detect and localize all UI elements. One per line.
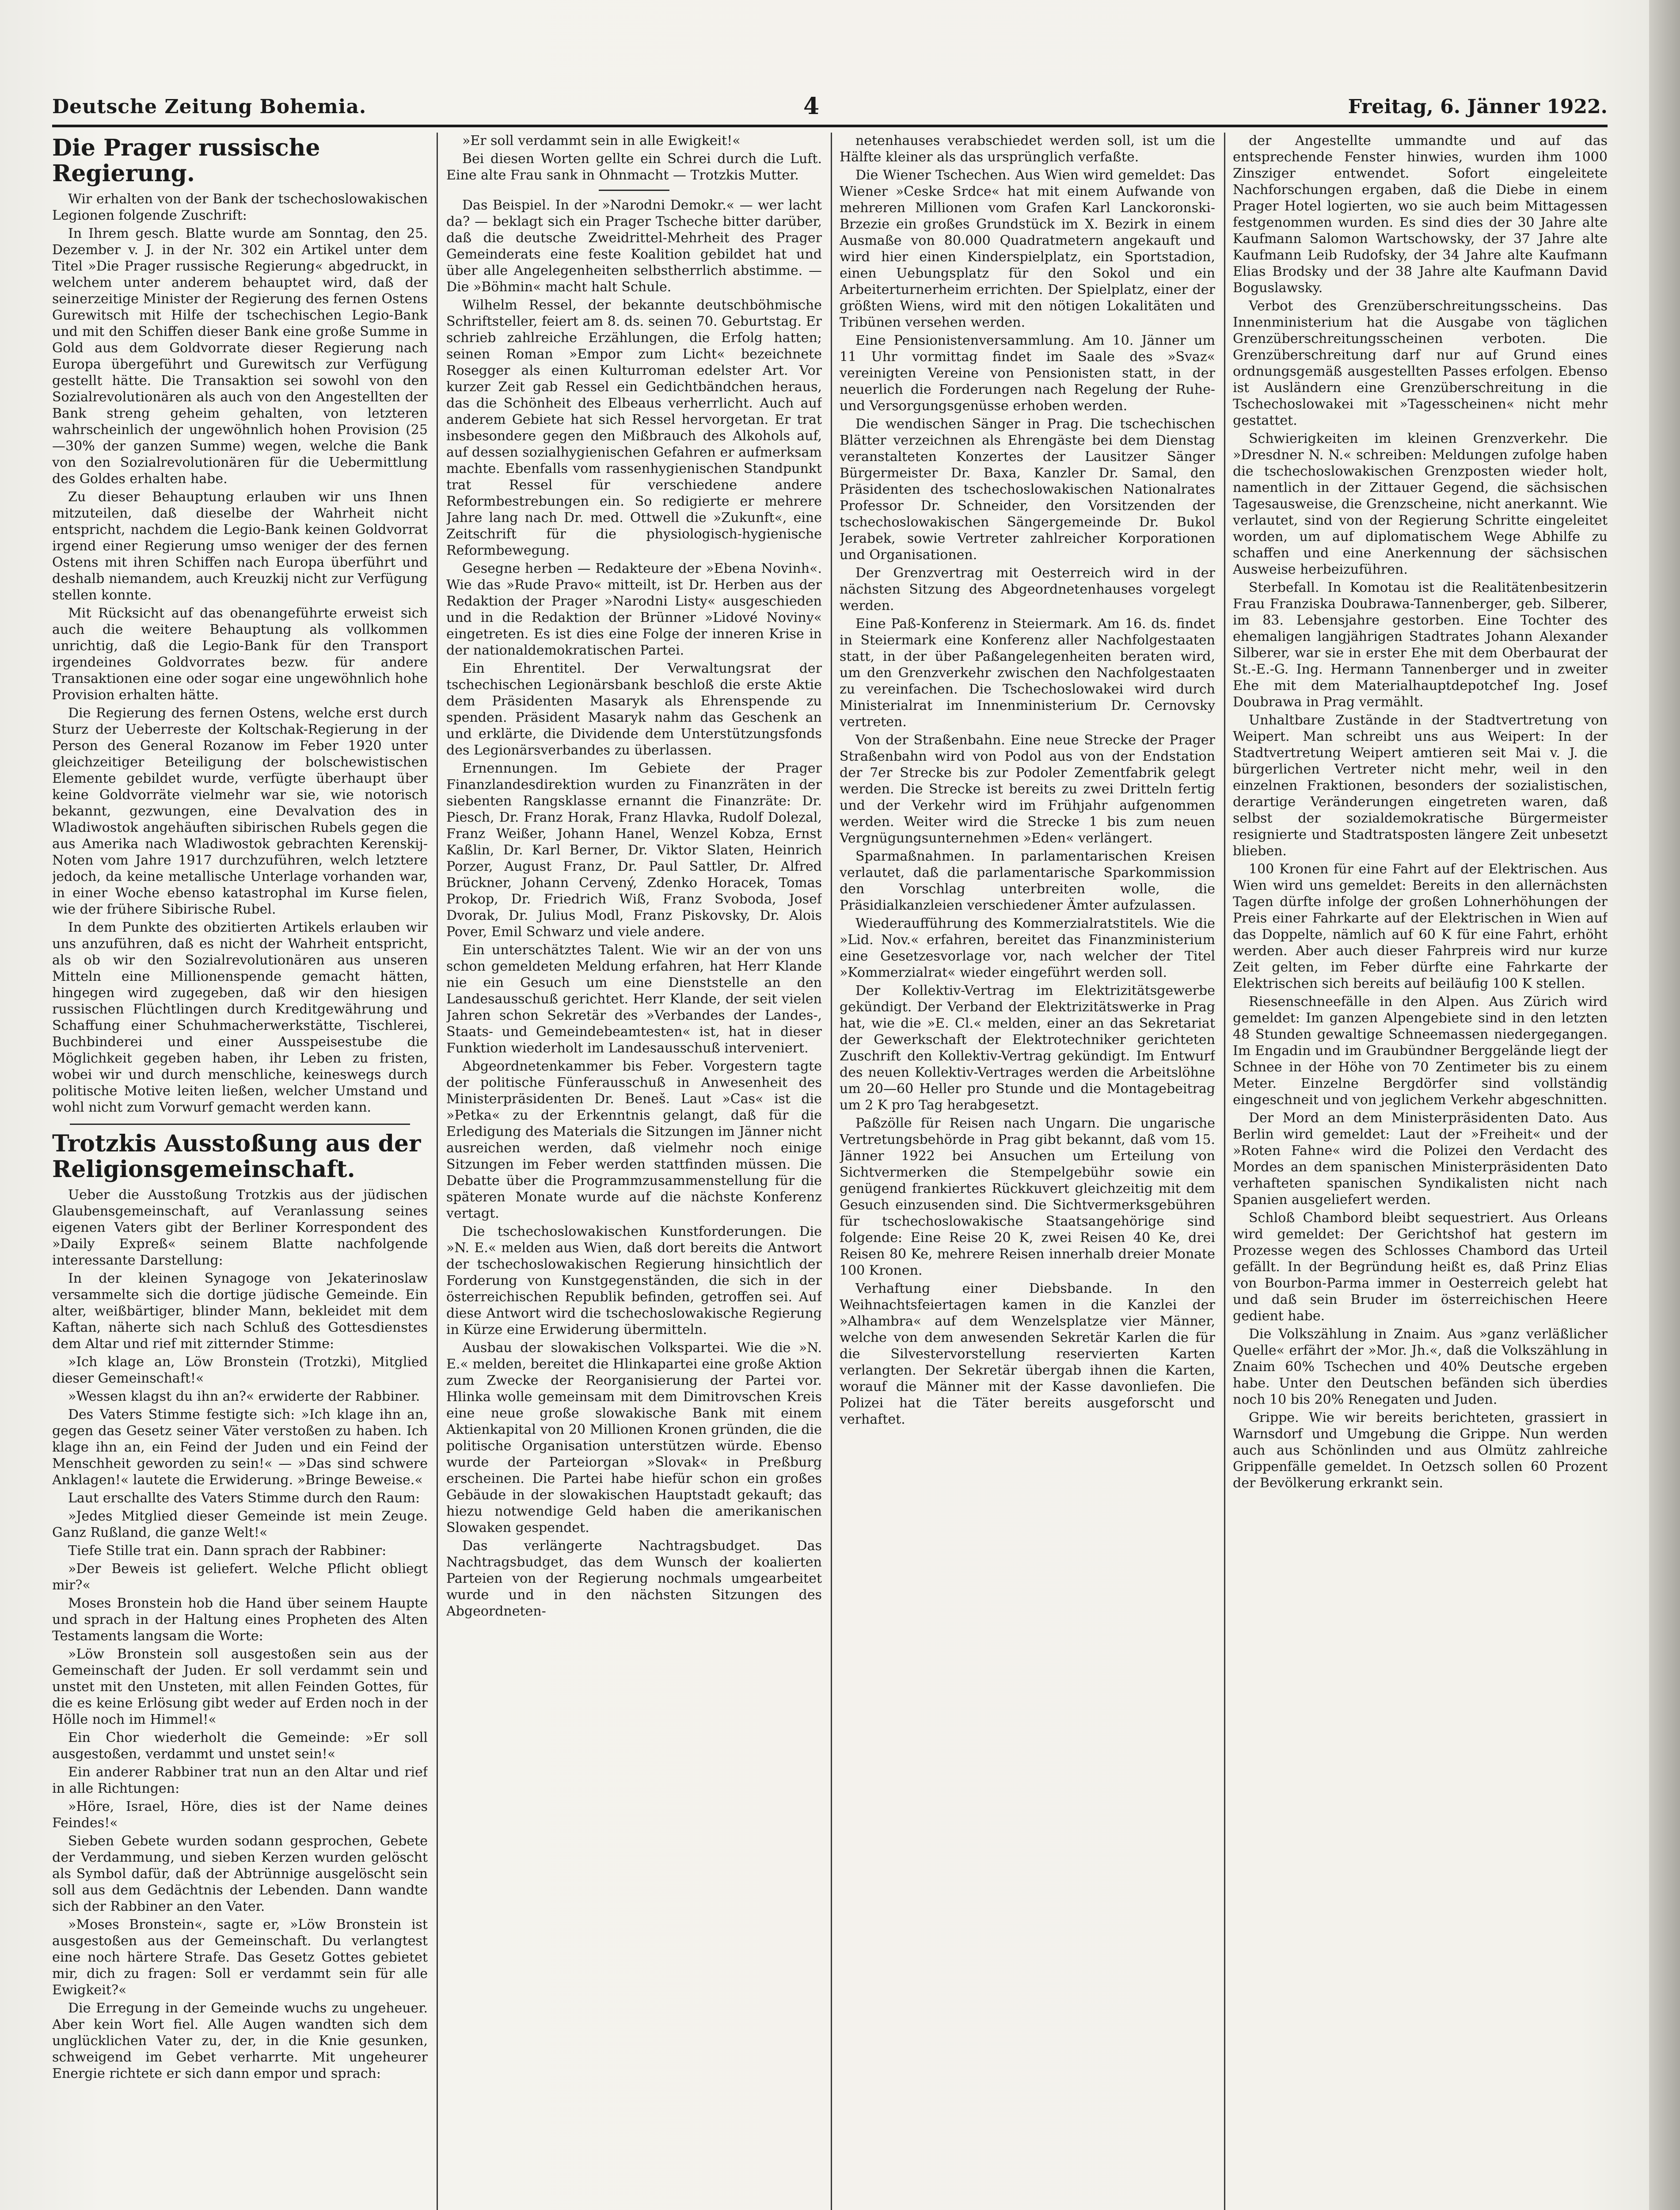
paragraph: Eine Paß-Konferenz in Steiermark. Am 16. ds. findet in Steiermark eine Konferenz aller Nachfolgestaaten statt, in der über Paßangelegenheiten beraten wird, um den Grenzverkehr zwischen den Nachfolgestaaten zu vereinfachen. Die Tschechoslowakei wird durch Ministerialrat im Innenministerium Dr. Cernovsky vertreten. (840, 616, 1215, 730)
paragraph: »Er soll verdammt sein in alle Ewigkeit!« (462, 133, 741, 149)
article-separator (70, 1124, 410, 1125)
paragraph: Wilhelm Ressel, der bekannte deutschböhmische Schriftsteller, feiert am 8. ds. seinen 70. Geburtstag. Er schrieb zahlreiche Erzählungen, die Erfolg hatten; seinen Roman »Empor zum Licht« bezeichnete Rosegger als einen Kulturroman edelster Art. Vor kurzer Zeit gab Ressel ein Gedichtbändchen heraus, das die Schönheit des Elbeaus verherrlicht. Auch auf anderem Gebiete hat sich Ressel hervorgetan. Er trat insbesondere gegen den Mißbrauch des Alkohols auf, auf dessen sozialhygienischen Gefahren er aufmerksam machte. Ebenfalls vom rassenhygienischen Standpunkt trat Ressel für verschiedene andere Reformbestrebungen ein. So redigierte er mehrere Jahre lang nach Dr. med. Ottwell die »Zukunft«, eine Zeitschrift für die physiologisch-hygienische Reformbewegung. (446, 297, 822, 558)
paragraph: Ueber die Ausstoßung Trotzkis aus der jüdischen Glaubensgemeinschaft, auf Veranlassung seines eigenen Vaters gibt der Berliner Korrespondent des »Daily Expreß« seinem Blatte nachfolgende interessante Darstellung: (52, 1187, 428, 1268)
paragraph: »Höre, Israel, Höre, dies ist der Name deines Feindes!« (52, 1799, 428, 1831)
paragraph: Die Erregung in der Gemeinde wuchs zu ungeheuer. Aber kein Wort fiel. Alle Augen wandten sich dem unglücklichen Vater zu, der, in die Knie gesunken, schweigend im Gebet verharrte. Mit ungeheurer Energie richtete er sich dann empor und sprach: (52, 2000, 428, 2081)
paragraph: Verbot des Grenzüberschreitungsscheins. Das Innenministerium hat die Ausgabe von täglichen Grenzüberschreitungsscheinen verboten. Die Grenzüberschreitung darf nur auf Grund eines ordnungsgemäß ausgestellten Passes erfolgen. Ebenso ist Ausländern eine Grenzüberschreitung in die Tschechoslowakei mit »Tagesscheinen« nicht mehr gestattet. (1233, 298, 1608, 428)
paragraph: Sterbefall. In Komotau ist die Realitätenbesitzerin Frau Franziska Doubrawa-Tannenberger, geb. Silberer, im 83. Lebensjahre gestorben. Eine Tochter des ehemaligen langjährigen Stadtrates Johann Alexander Silberer, war sie in erster Ehe mit dem Oberbaurat der St.-E.-G. Ing. Hermann Tannenberger und in zweiter Ehe mit dem Materialhauptdepotchef Ing. Josef Doubrawa in Prag vermählt. (1233, 580, 1608, 710)
paragraph: Zu dieser Behauptung erlauben wir uns Ihnen mitzuteilen, daß dieselbe der Wahrheit nicht entspricht, nachdem die Legio-Bank keinen Goldvorrat irgend einer Regierung umso weniger der des fernen Ostens mit ihren Schiffen nach Europa überführt und deshalb niemandem, auch Kreuzkij nicht zur Verfügung stellen konnte. (52, 489, 428, 603)
paper-name: Deutsche Zeitung Bohemia. (52, 95, 367, 118)
paragraph: Riesenschneefälle in den Alpen. Aus Zürich wird gemeldet: Im ganzen Alpengebiete sind in den letzten 48 Stunden gewaltige Schneemassen niedergegangen. Im Engadin und im Graubündner Berggelände liegt der Schnee in der Höhe von 70 Zentimeter bis zu einem Meter. Einzelne Bergdörfer sind vollständig eingeschneit und von jeglichem Verkehr abgeschnitten. (1233, 994, 1608, 1108)
paragraph: In dem Punkte des obzitierten Artikels erlauben wir uns anzuführen, daß es nicht der Wahrheit entspricht, als ob wir den Sozialrevolutionären aus unseren Mitteln eine Millionenspende gemacht hätten, hingegen wird zugegeben, daß wir den hiesigen russischen Flüchtlingen durch Kreditgewährung und Schaffung einer Schuhmacherwerkstätte, Tischlerei, Buchbinderei und einer Ausspeisestube die Möglichkeit gegeben haben, ihr Leben zu fristen, wobei wir und durch menschliche, keineswegs durch politische Motive leiten ließen, welcher Umstand und wohl nicht zum Vorwurf gemacht werden kann. (52, 920, 428, 1115)
column-divider (1224, 133, 1225, 2210)
paragraph: Des Vaters Stimme festigte sich: »Ich klage ihn an, gegen das Gesetz seiner Väter verstoßen zu haben. Ich klage ihn an, ein Feind der Juden und ein Feind der Menschheit geworden zu sein!« — »Das sind schwere Anklagen!« lautete die Erwiderung. »Bringe Beweise.« (52, 1407, 428, 1488)
paragraph: Die tschechoslowakischen Kunstforderungen. Die »N. E.« melden aus Wien, daß dort bereits die Antwort der tschechoslowakischen Regierung hinsichtlich der Forderung von Kunstgegenständen, die sich in der österreichischen Republik befinden, getroffen sei. Auf diese Antwort wird die tschechoslowakische Regierung in Kürze eine Erwiderung übermitteln. (446, 1224, 822, 1337)
paragraph: Schwierigkeiten im kleinen Grenzverkehr. Die »Dresdner N. N.« schreiben: Meldungen zufolge haben die tschechoslowakischen Grenzposten wieder holt, namentlich in der Zittauer Gegend, die sächsischen Tagesausweise, die Grenzscheine, nicht anerkannt. Wie verlautet, sind von der Regierung Schritte eingeleitet worden, um auf diplomatischem Wege Abhilfe zu schaffen und eine Anerkennung der sächsischen Ausweise herbeizuführen. (1233, 431, 1608, 577)
paragraph: »Der Beweis ist geliefert. Welche Pflicht obliegt mir?« (52, 1561, 428, 1593)
paragraph: Mit Rücksicht auf das obenangeführte erweist sich auch die weitere Behauptung als vollkommen unrichtig, daß die Legio-Bank für den Transport irgendeines Goldvorrates bezw. für andere Transaktionen eine oder sogar eine ungewöhnlich hohe Provision erhalten hätte. (52, 606, 428, 703)
paragraph: Bei diesen Worten gellte ein Schrei durch die Luft. Eine alte Frau sank in Ohnmacht — Trotzkis Mutter. (446, 151, 822, 183)
paragraph: Wir erhalten von der Bank der tschechoslowakischen Legionen folgende Zuschrift: (52, 191, 428, 223)
paragraph: Ein Chor wiederholt die Gemeinde: »Er soll ausgestoßen, verdammt und unstet sein!« (52, 1730, 428, 1762)
paragraph: Der Kollektiv-Vertrag im Elektrizitätsgewerbe gekündigt. Der Verband der Elektrizitätswerke in Prag hat, wie die »E. Cl.« melden, einer an das Sekretariat der Gewerkschaft der Elektrotechniker gerichteten Zuschrift den Kollektiv-Vertrag gekündigt. Im Entwurf des neuen Kollektiv-Vertrages werden die Arbeitslöhne um 20—60 Heller pro Stunde und die Montagebeitrag um 2 K pro Tag herabgesetzt. (840, 983, 1215, 1113)
article-headline: Die Prager russische Regierung. (52, 134, 320, 187)
paragraph: Von der Straßenbahn. Eine neue Strecke der Prager Straßenbahn wird von Podol aus von der Endstation der 7er Strecke bis zur Podoler Zementfabrik gelegt werden. Die Strecke ist bereits zu zwei Dritteln fertig und der Verkehr wird im Frühjahr aufgenommen werden. Weiter wird die Strecke 1 bis zum neuen Vergnügungsunternehmen »Eden« verlängert. (840, 732, 1215, 846)
issue-date: Freitag, 6. Jänner 1922. (1348, 95, 1608, 118)
paragraph: »Moses Bronstein«, sagte er, »Löw Bronstein ist ausgestoßen aus der Gemeinschaft. Du verlangtest eine noch härtere Strafe. Das Gesetz Gottes gebietet mir, dich zu fragen: Soll er verdammt sein für alle Ewigkeit?« (52, 1917, 428, 1998)
paragraph: Die Wiener Tschechen. Aus Wien wird gemeldet: Das Wiener »Ceske Srdce« hat mit einem Aufwande von mehreren Millionen vom Grafen Karl Lanckoronski-Brzezie ein großes Grundstück im X. Bezirk in einem Ausmaße von 80.000 Quadratmetern angekauft und wird hier einen Kinderspielplatz, ein Sportstadion, einen Uebungsplatz für den Sokol und ein Arbeiterturnerheim errichten. Der Spielplatz, einer der größten Wiens, wird mit den nötigen Lokalitäten und Tribünen versehen werden. (840, 168, 1215, 330)
paragraph: Ein unterschätztes Talent. Wie wir an der von uns schon gemeldeten Meldung erfahren, hat Herr Klande nie ein Gesuch um eine Dienststelle an den Landesausschuß gerichtet. Herr Klande, der seit vielen Jahren schon Sekretär des »Verbandes der Landes-, Staats- und Gemeindebeamtesten« ist, hat in dieser Funktion wiederholt im Landesausschuß interveniert. (446, 942, 822, 1056)
article-separator (599, 190, 669, 191)
column-1 (52, 133, 428, 2210)
column-2 (446, 133, 822, 2210)
paragraph: Die Volkszählung in Znaim. Aus »ganz verläßlicher Quelle« erfährt der »Mor. Jh.«, daß die Volkszählung in Znaim 60% Tschechen und 40% Deutsche ergeben habe. Unter den Deutschen befänden sich überdies noch 10 bis 20% Renegaten und Juden. (1233, 1326, 1608, 1407)
header-rule (52, 125, 1608, 127)
paragraph: In der kleinen Synagoge von Jekaterinoslaw versammelte sich die dortige jüdische Gemeinde. Ein alter, weißbärtiger, blinder Mann, bekleidet mit dem Kaftan, näherte sich nach Schluß des Gottesdienstes dem Altar und rief mit zitternder Stimme: (52, 1271, 428, 1352)
paragraph: Gesegne herben — Redakteure der »Ebena Novinh«. Wie das »Rude Pravo« mitteilt, ist Dr. Herben aus der Redaktion der Prager »Narodni Listy« ausgeschieden und in die Redaktion der Brünner »Lidové Noviny« eingetreten. Es ist dies eine Folge der inneren Krise in der nationaldemokratischen Partei. (446, 561, 822, 658)
paragraph: »Löw Bronstein soll ausgestoßen sein aus der Gemeinschaft der Juden. Er soll verdammt sein und unstet mit den Unsteten, mit allen Feinden Gottes, für die es keine Erlösung gibt weder auf Erden noch in der Hölle noch im Himmel!« (52, 1646, 428, 1727)
paragraph: Wiederaufführung des Kommerzialratstitels. Wie die »Lid. Nov.« erfahren, bereitet das Finanzministerium eine Gesetzesvorlage vor, nach welcher der Titel »Kommerzialrat« wieder eingeführt werden soll. (840, 916, 1215, 980)
paragraph: Das Beispiel. In der »Narodni Demokr.« — wer lacht da? — beklagt sich ein Prager Tscheche bitter darüber, daß die deutsche Zweidrittel-Mehrheit des Prager Gemeinderats eine feste Koalition gebildet hat und über alle Angelegenheiten selbstherrlich abstimme. — Die »Böhmin« macht halt Schule. (446, 198, 822, 295)
paragraph: Die wendischen Sänger in Prag. Die tschechischen Blätter verzeichnen als Ehrengäste bei dem Dienstag veranstalteten Konzertes der Lausitzer Sänger Bürgermeister Dr. Baxa, Kanzler Dr. Samal, den Präsidenten des tschechoslowakischen Nationalrates Professor Dr. Schneider, den Vorsitzenden der tschechoslowakischen Sängergemeinde Dr. Bukol Jerabek, sowie Vertreter zahlreicher Korporationen und Organisationen. (840, 416, 1215, 563)
paragraph: netenhauses verabschiedet werden soll, ist um die Hälfte kleiner als das ursprünglich verfaßte. (840, 133, 1215, 165)
paragraph: Die Regierung des fernen Ostens, welche erst durch Sturz der Ueberreste der Koltschak-Regierung in der Person des General Rozanow im Feber 1920 unter gleichzeitiger Beteiligung der bolschewistischen Elemente gebildet wurde, verfügte überhaupt über keine Goldvorräte vielmehr war sie, wie notorisch bekannt, gezwungen, eine Devalvation des in Wladiwostok angehäuften sibirischen Rubels gegen die aus Amerika nach Wladiwostok gebrachten Kerenskij-Noten vom Jahre 1917 durchzuführen, welch letztere jedoch, da keine metallische Unterlage vorhanden war, in einer Woche ebenso katastrophal im Kurse fielen, wie der frühere Sibirische Rubel. (52, 705, 428, 917)
paragraph: Moses Bronstein hob die Hand über seinem Haupte und sprach in der Haltung eines Propheten des Alten Testaments langsam die Worte: (52, 1596, 428, 1644)
paragraph: Abgeordnetenkammer bis Feber. Vorgestern tagte der politische Fünferausschuß in Anwesenheit des Ministerpräsidenten Dr. Beneš. Laut »Cas« ist die »Petka« zu der Erkenntnis gelangt, daß für die Erledigung des Materials die Sitzungen im Jänner nicht ausreichen werden, daß vielmehr noch einige Sitzungen im Feber werden stattfinden müssen. Die Debatte über die Programmzusammenstellung für die späteren Monate wurde auf die nächste Konferenz vertagt. (446, 1059, 822, 1221)
paragraph: Das verlängerte Nachtragsbudget. Das Nachtragsbudget, das dem Wunsch der koalierten Parteien von der Regierung nochmals umgearbeitet wurde und in den nächsten Sitzungen des Abgeordneten- (446, 1538, 822, 1619)
paragraph: Tiefe Stille trat ein. Dann sprach der Rabbiner: (68, 1543, 387, 1558)
paragraph: Schloß Chambord bleibt sequestriert. Aus Orleans wird gemeldet: Der Gerichtshof hat gestern im Prozesse wegen des Schlosses Chambord das Urteil gefällt. In der Begründung heißt es, daß Prinz Elias von Bourbon-Parma immer in Oesterreich gelebt hat und daß sein Bruder im österreichischen Heere gedient habe. (1233, 1210, 1608, 1324)
page-header (52, 93, 1608, 124)
paragraph: Sparmaßnahmen. In parlamentarischen Kreisen verlautet, daß die parlamentarische Sparkommission den Vorschlag unterbreiten wolle, die Präsidialkanzleien verschiedener Ämter aufzulassen. (840, 849, 1215, 913)
column-divider (437, 133, 438, 2210)
paragraph: Der Mord an dem Ministerpräsidenten Dato. Aus Berlin wird gemeldet: Laut der »Freiheit« und der »Roten Fahne« wird die Polizei den Verdacht des Mordes an dem spanischen Ministerpräsidenten Dato verhafteten spanischen Syndikalisten nicht nach Spanien ausgeliefert werden. (1233, 1110, 1608, 1208)
paragraph: Ein Ehrentitel. Der Verwaltungsrat der tschechischen Legionärsbank beschloß die erste Aktie dem Präsidenten Masaryk als Ehrenspende zu spenden. Präsident Masaryk nahm das Geschenk an und erklärte, die Dividende dem Unterstützungsfonds des Legionärsverbandes zu überlassen. (446, 661, 822, 758)
column-divider (831, 133, 832, 2210)
paragraph: Paßzölle für Reisen nach Ungarn. Die ungarische Vertretungsbehörde in Prag gibt bekannt, daß vom 15. Jänner 1922 bei Ansuchen um Erteilung von Sichtvermerken die Stempelgebühr sowie ein genügend frankiertes Rückkuvert gleichzeitig mit dem Gesuch einzusenden sind. Die Sichtvermerksgebühren für tschechoslowakische Staatsangehörige sind folgende: Eine Reise 20 K, zwei Reisen 40 Ke, drei Reisen 80 Ke, mehrere Reisen innerhalb dreier Monate 100 Kronen. (840, 1116, 1215, 1278)
paragraph: Grippe. Wie wir bereits berichteten, grassiert in Warnsdorf und Umgebung die Grippe. Nun werden auch aus Schönlinden und aus Olmütz zahlreiche Grippenfälle gemeldet. In Oetzsch sollen 60 Prozent der Bevölkerung erkrankt sein. (1233, 1410, 1608, 1491)
paragraph: »Jedes Mitglied dieser Gemeinde ist mein Zeuge. Ganz Rußland, die ganze Welt!« (52, 1509, 428, 1540)
paragraph: Ausbau der slowakischen Volkspartei. Wie die »N. E.« melden, bereitet die Hlinkapartei eine große Aktion zum Zwecke der Reorganisierung der Partei vor. Hlinka wolle gemeinsam mit dem Dimitrovschen Kreis eine neue große slowakische Bank mit einem Aktienkapital von 20 Millionen Kronen gründen, die die politische Organisation unterstützen würde. Ebenso wurde der Parteiorgan »Slovak« in Preßburg erscheinen. Die Partei habe hiefür schon ein großes Gebäude in der slowakischen Hauptstadt gekauft; das hiezu notwendige Geld haben die amerikanischen Slowaken gespendet. (446, 1340, 822, 1536)
paragraph: Eine Pensionistenversammlung. Am 10. Jänner um 11 Uhr vormittag findet im Saale des »Svaz« vereinigten Vereine von Pensionisten statt, in der neuerlich die Forderungen nach Regelung der Ruhe- und Versorgungsgenüsse erhoben werden. (840, 333, 1215, 414)
paragraph: »Wessen klagst du ihn an?« erwiderte der Rabbiner. (68, 1389, 420, 1404)
article-headline: Trotzkis Ausstoßung aus der Religionsgemeinschaft. (52, 1130, 421, 1183)
paragraph: Unhaltbare Zustände in der Stadtvertretung von Weipert. Man schreibt uns aus Weipert: In der Stadtvertretung Weipert amtieren seit Mai v. J. die bürgerlichen Vertreter nicht mehr, weil in den einzelnen Fraktionen, besonders der sozialistischen, derartige Veränderungen eingetreten waren, daß selbst der sozialdemokratische Bürgermeister resignierte und Stadtratsposten längere Zeit unbesetzt blieben. (1233, 713, 1608, 859)
paragraph: Ein anderer Rabbiner trat nun an den Altar und rief in alle Richtungen: (52, 1764, 428, 1796)
paragraph: Laut erschallte des Vaters Stimme durch den Raum: (68, 1490, 420, 1506)
paragraph: In Ihrem gesch. Blatte wurde am Sonntag, den 25. Dezember v. J. in der Nr. 302 ein Artikel unter dem Titel »Die Prager russische Regierung« abgedruckt, in welchem unter anderem behauptet wird, daß der seinerzeitige Minister der Regierung des fernen Ostens Gurewitsch mit Hilfe der tschechischen Legio-Bank und mit den Schiffen dieser Bank eine große Summe in Gold aus dem Goldvorrate dieser Regierung nach Europa übergeführt und Gurewitsch zur Verfügung gestellt hätte. Die Transaktion sei sowohl von den Sozialrevolutionären als auch von den Angestellten der Bank streng geheim gehalten, von letzteren wahrscheinlich der ungewöhnlich hohen Provision (25—30% der ganzen Summe) wegen, welche die Bank von den Sozialrevolutionären für die Uebermittlung des Goldes erhalten habe. (52, 226, 428, 487)
column-3 (840, 133, 1215, 2210)
paragraph: »Ich klage an, Löw Bronstein (Trotzki), Mitglied dieser Gemeinschaft!« (52, 1354, 428, 1386)
paragraph: Der Grenzvertrag mit Oesterreich wird in der nächsten Sitzung des Abgeordnetenhauses vorgelegt werden. (840, 565, 1215, 613)
paragraph: Verhaftung einer Diebsbande. In den Weihnachtsfeiertagen kamen in die Kanzlei der »Alhambra« auf dem Wenzelsplatze vier Männer, welche von dem anwesenden Sekretär Karlen die für die Silvestervorstellung reservierten Karten verlangten. Der Sekretär übergab ihnen die Karten, worauf die Männer mit der Kasse davonliefen. Die Polizei hat die Täter bereits ausgeforscht und verhaftet. (840, 1281, 1215, 1427)
page-edge (1649, 0, 1680, 2210)
column-4 (1233, 133, 1608, 2210)
paragraph: Sieben Gebete wurden sodann gesprochen, Gebete der Verdammung, und sieben Kerzen wurden gelöscht als Symbol dafür, daß der Abtrünnige ausgelöscht sein soll aus dem Gedächtnis der Lebenden. Dann wandte sich der Rabbiner an den Vater. (52, 1833, 428, 1914)
paragraph: Ernennungen. Im Gebiete der Prager Finanzlandesdirektion wurden zu Finanzräten in der siebenten Rangsklasse ernannt die Finanzräte: Dr. Piesch, Dr. Franz Horak, Franz Hlavka, Rudolf Dolezal, Franz Weißer, Johann Hanel, Wenzel Kobza, Ernst Kaßlin, Dr. Karl Berner, Dr. Viktor Slaten, Heinrich Porzer, August Franz, Dr. Paul Sattler, Dr. Alfred Brückner, Johann Cervený, Zdenko Horacek, Tomas Prokop, Dr. Friedrich Wiß, Franz Svoboda, Josef Dvorak, Dr. Julius Modl, Franz Piskovsky, Dr. Alois Pover, Emil Schwarz und viele andere. (446, 761, 822, 940)
page-number: 4 (803, 93, 820, 120)
paragraph: der Angestellte ummandte und auf das entsprechende Fenster hinwies, wurden ihm 1000 Zinsziger entwendet. Sofort eingeleitete Nachforschungen ergaben, daß die Diebe in einem Prager Hotel logierten, wo sie auch beim Mittagessen festgenommen wurden. Es sind dies der 30 Jahre alte Kaufmann Salomon Wartschowsky, der 37 Jahre alte Kaufmann Leib Rudofsky, der 34 Jahre alte Kaufmann Elias Brodsky und der 38 Jahre alte Kaufmann David Boguslawsky. (1233, 133, 1608, 296)
paragraph: 100 Kronen für eine Fahrt auf der Elektrischen. Aus Wien wird uns gemeldet: Bereits in den allernächsten Tagen dürfte infolge der großen Lohnerhöhungen der Preis einer Fahrkarte auf der Elektrischen in Wien auf das Doppelte, nämlich auf 60 K für eine Fahrt, erhöht werden. Aber auch dieser Fahrpreis wird nur kurze Zeit gelten, im Feber dürfte eine Fahrkarte der Elektrischen sich bereits auf beiläufig 100 K stellen. (1233, 861, 1608, 991)
